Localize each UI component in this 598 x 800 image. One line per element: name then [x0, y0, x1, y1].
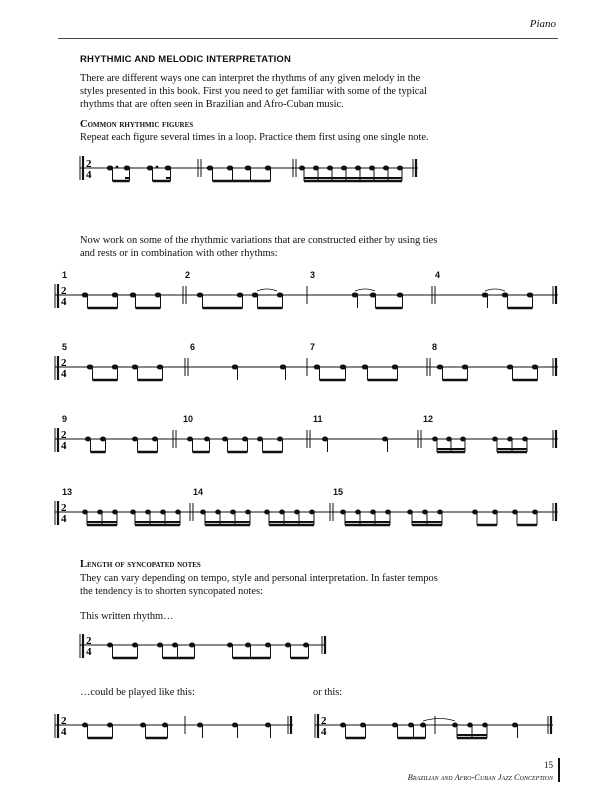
intro-line: rhythms that are often seen in Brazilian and Afro-Cuban music. [80, 99, 344, 111]
example-number: 10 [183, 414, 194, 424]
example-number: 13 [62, 487, 73, 497]
staff-row-4 [55, 499, 560, 531]
length-line: They can vary depending on tempo, style and personal interpretation. In faster tempos [80, 573, 438, 584]
intro-paragraph [80, 72, 427, 112]
header-rule [58, 38, 558, 39]
staff-played-2 [315, 712, 555, 744]
svg-text:4: 4 [86, 646, 92, 658]
example-number: 8 [432, 342, 438, 352]
footer-bar [558, 758, 560, 782]
example-number: 3 [310, 270, 316, 280]
length-line: the tendency is to shorten syncopated notes: [80, 586, 263, 598]
example-number: 4 [435, 270, 441, 280]
svg-text:2: 2 [86, 635, 92, 647]
common-figures-title: Common rhythmic figures [80, 119, 194, 130]
staff-row-3 [55, 426, 560, 458]
intro-line: styles presented in this book. First you need to get familiar with some of the typical [80, 86, 427, 98]
intro-line: There are different ways one can interpret the rhythms of any given melody in the [80, 73, 421, 84]
written-label: This written rhythm… [80, 611, 174, 622]
time-sig-top: 2 [86, 158, 92, 170]
example-number: 12 [423, 414, 434, 424]
example-number: 7 [310, 342, 316, 352]
example-number: 9 [62, 414, 68, 424]
example-number: 14 [193, 487, 204, 497]
svg-text:4: 4 [61, 440, 67, 452]
example-number: 6 [190, 342, 196, 352]
svg-text:2: 2 [321, 715, 327, 727]
example-number: 11 [313, 414, 323, 424]
common-figures-text: Repeat each figure several times in a loop. Practice them first using one single note. [80, 132, 429, 143]
section-label: Piano [529, 18, 556, 30]
staff-played-1 [55, 712, 295, 744]
staff-row-1 [55, 282, 560, 314]
page-number: 15 [544, 760, 553, 770]
example-number: 5 [62, 342, 68, 352]
or-label: or this: [313, 687, 343, 698]
variations-text [80, 234, 437, 260]
variations-line: and rests or in combination with other rhythms: [80, 248, 278, 260]
svg-text:2: 2 [61, 285, 67, 297]
staff-common-figures [80, 153, 420, 189]
svg-text:4: 4 [61, 513, 67, 525]
staff-written-rhythm [80, 632, 330, 664]
example-number: 15 [333, 487, 344, 497]
svg-text:4: 4 [61, 296, 67, 308]
svg-text:2: 2 [61, 429, 67, 441]
played-label: …could be played like this: [80, 687, 195, 698]
length-text [80, 572, 438, 598]
section-title: RHYTHMIC AND MELODIC INTERPRETATION [80, 54, 292, 65]
svg-text:2: 2 [61, 357, 67, 369]
svg-text:4: 4 [61, 368, 67, 380]
length-title: Length of syncopated notes [80, 559, 201, 570]
svg-text:2: 2 [61, 715, 67, 727]
example-number: 2 [185, 270, 191, 280]
book-title: Brazilian and Afro-Cuban Jazz Conception [407, 772, 553, 782]
svg-text:4: 4 [61, 726, 67, 738]
svg-text:2: 2 [61, 502, 67, 514]
variations-line: Now work on some of the rhythmic variations that are constructed either by using ties [80, 235, 438, 246]
example-number: 1 [62, 270, 68, 280]
time-sig-bottom: 4 [86, 169, 92, 181]
staff-row-2 [55, 354, 560, 386]
svg-text:4: 4 [321, 726, 327, 738]
